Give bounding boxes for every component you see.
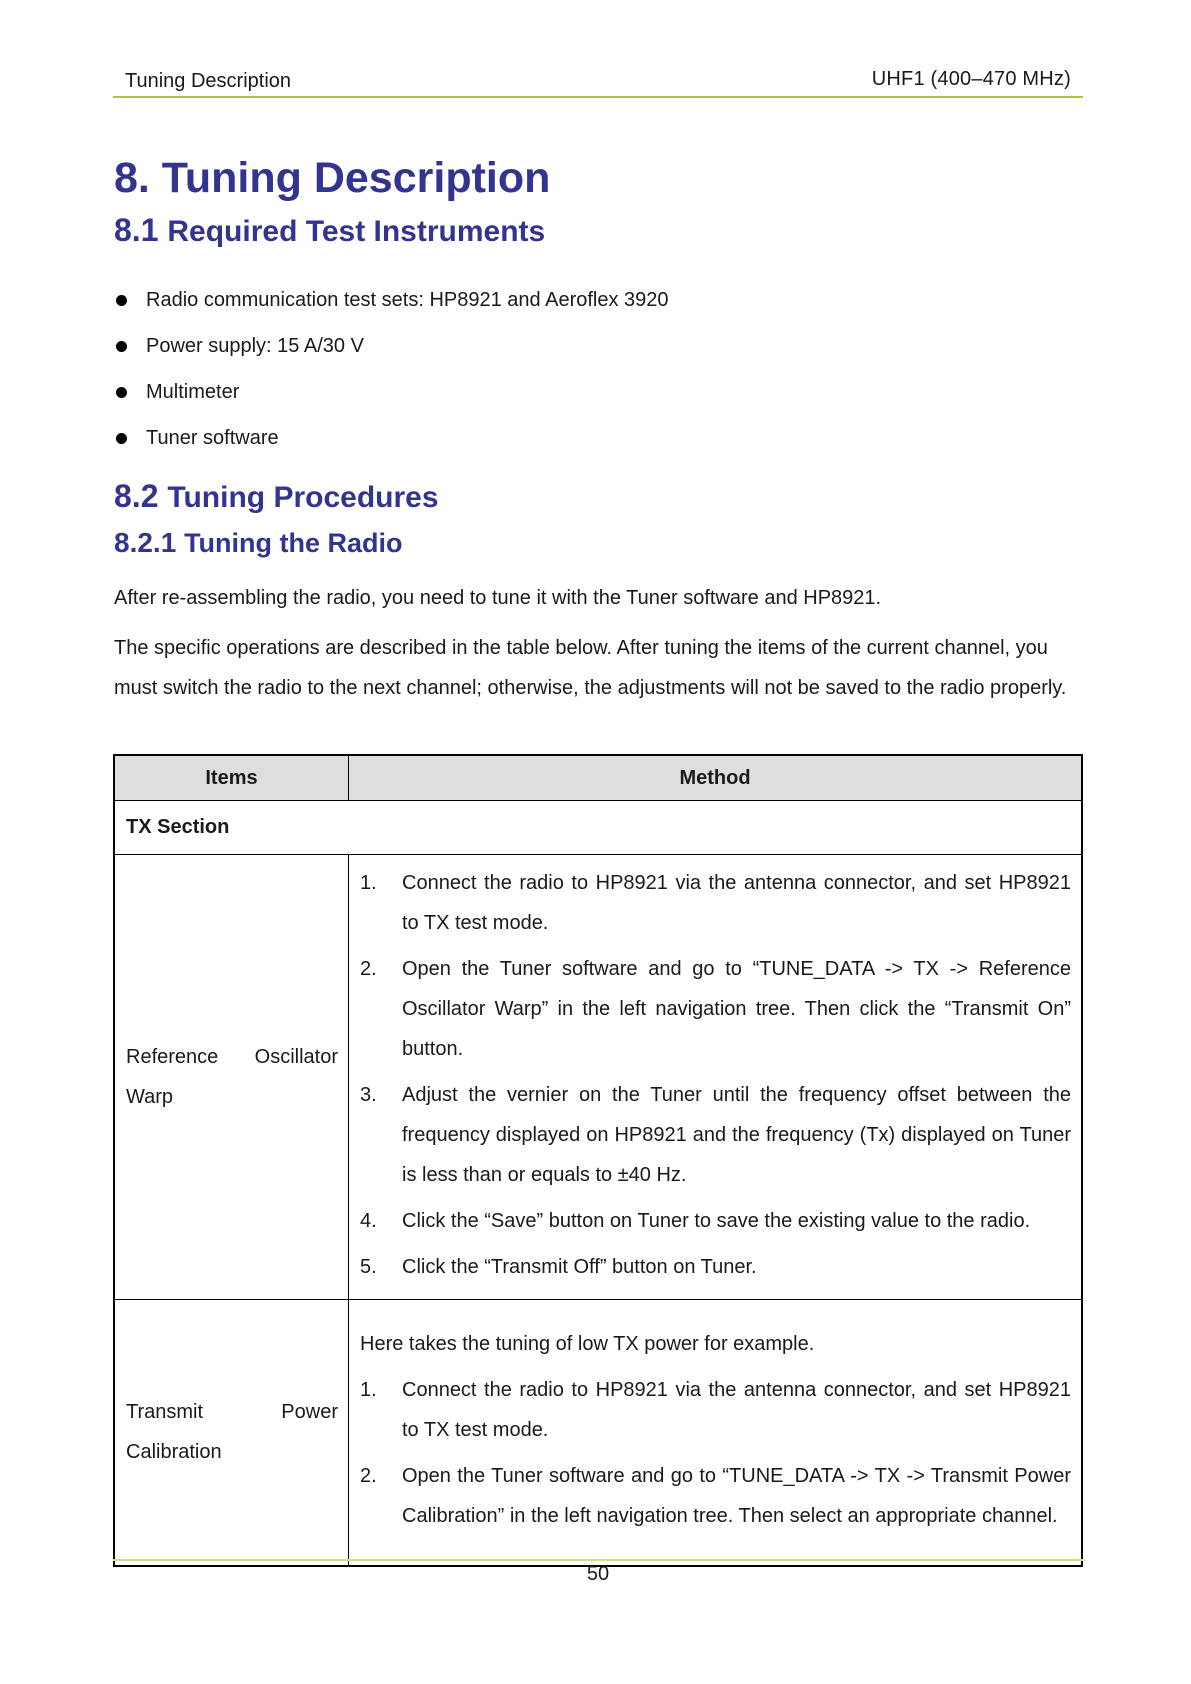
step-item: 2. Open the Tuner software and go to “TUNE_DATA -> TX -> Reference Oscillator Warp” in the left navigation tree. Then click the “Transmit On” button.: [360, 958, 1071, 1060]
chapter-title: 8. Tuning Description: [114, 154, 551, 202]
method-steps: [360, 863, 1071, 1287]
bullet-dot-icon: [116, 387, 127, 398]
table-row: [114, 855, 1082, 1300]
section-8-2-number: 8.2: [114, 478, 159, 514]
step-item: 5. Click the “Transmit Off” button on Tuner.: [360, 1256, 757, 1278]
page-number: 50: [586, 1563, 610, 1585]
step-item: 3. Adjust the vernier on the Tuner until the frequency offset between the frequency displayed on HP8921 and the frequency (Tx) displayed on Tuner is less than or equals to ±40 Hz.: [360, 1084, 1071, 1186]
item-cell: [114, 855, 349, 1300]
item-name-line1: Reference Oscillator: [126, 1046, 338, 1068]
section-8-1-heading: [114, 212, 545, 249]
bullet-dot-icon: [116, 433, 127, 444]
method-cell: [349, 855, 1083, 1300]
header-left-title: Tuning Description: [125, 70, 292, 92]
list-item: [113, 424, 669, 470]
method-steps: [360, 1370, 1071, 1536]
step-text: Click the “Transmit Off” button on Tuner.: [402, 1256, 757, 1278]
step-text: Click the “Save” button on Tuner to save the existing value to the radio.: [402, 1210, 1031, 1232]
column-header-method: Method: [349, 755, 1083, 801]
step-text: Connect the radio to HP8921 via the antenna connector, and set HP8921 to TX test mode.: [402, 872, 1071, 934]
bullet-dot-icon: [116, 295, 127, 306]
intro-paragraph: After re-assembling the radio, you need to tune it with the Tuner software and HP8921.: [114, 587, 882, 609]
list-item: [113, 378, 669, 424]
column-header-items: Items: [114, 755, 349, 801]
list-item-text: Multimeter: [146, 381, 240, 403]
instrument-list: [113, 286, 669, 470]
step-text: Adjust the vernier on the Tuner until the frequency offset between the frequency displayed on HP8921 and the frequency (Tx) displayed on Tuner is less than or equals to ±40 Hz.: [402, 1084, 1071, 1186]
step-item: 1. Connect the radio to HP8921 via the antenna connector, and set HP8921 to TX test mode.: [360, 1379, 1071, 1442]
section-8-2-title: Tuning Procedures: [167, 481, 439, 514]
method-intro: Here takes the tuning of low TX power for example.: [360, 1333, 815, 1356]
bullet-dot-icon: [116, 341, 127, 352]
step-item: 4. Click the “Save” button on Tuner to save the existing value to the radio.: [360, 1210, 1031, 1232]
section-8-2-1-number: 8.2.1: [114, 527, 177, 558]
step-item: 1. Connect the radio to HP8921 via the antenna connector, and set HP8921 to TX test mode.: [360, 872, 1071, 934]
section-8-2-1-title: Tuning the Radio: [184, 528, 403, 558]
tx-section-label: TX Section: [114, 801, 1082, 855]
method-cell: [349, 1300, 1083, 1566]
section-8-2-1-heading: [114, 527, 403, 559]
table-header-row: [114, 755, 1082, 801]
item-cell: [114, 1300, 349, 1566]
item-name-line1: Transmit Power: [126, 1401, 338, 1424]
section-8-1-title: Required Test Instruments: [167, 215, 546, 248]
page-header: [113, 66, 1083, 98]
step-text: Connect the radio to HP8921 via the antenna connector, and set HP8921 to TX test mode.: [402, 1379, 1071, 1442]
item-name-line2: Warp: [126, 1086, 174, 1108]
list-item-text: Power supply: 15 A/30 V: [146, 335, 364, 357]
list-item-text: Tuner software: [146, 427, 279, 449]
table-row: [114, 1300, 1082, 1566]
step-text: Open the Tuner software and go to “TUNE_DATA -> TX -> Reference Oscillator Warp” in the left navigation tree. Then click the “Transmit On” button.: [402, 958, 1071, 1060]
footer-rule: [113, 1559, 1083, 1561]
list-item-text: Radio communication test sets: HP8921 and Aeroflex 3920: [146, 289, 669, 311]
header-right-model: UHF1 (400–470 MHz): [871, 68, 1071, 90]
item-name-line2: Calibration: [126, 1441, 222, 1464]
instructions-paragraph: The specific operations are described in the table below. After tuning the items of the current channel, you must switch the radio to the next channel; otherwise, the adjustments will not be saved to the radio properly.: [114, 637, 1067, 699]
list-item: [113, 332, 669, 378]
tuning-table: [113, 754, 1083, 1567]
table-section-row: [114, 801, 1082, 855]
step-text: Open the Tuner software and go to “TUNE_DATA -> TX -> Transmit Power Calibration” in the left navigation tree. Then select an appropriate channel.: [402, 1465, 1071, 1528]
section-8-1-number: 8.1: [114, 212, 159, 248]
step-item: 2. Open the Tuner software and go to “TUNE_DATA -> TX -> Transmit Power Calibration” in the left navigation tree. Then select an appropriate channel.: [360, 1465, 1071, 1528]
section-8-2-heading: [114, 478, 439, 515]
list-item: [113, 286, 669, 332]
